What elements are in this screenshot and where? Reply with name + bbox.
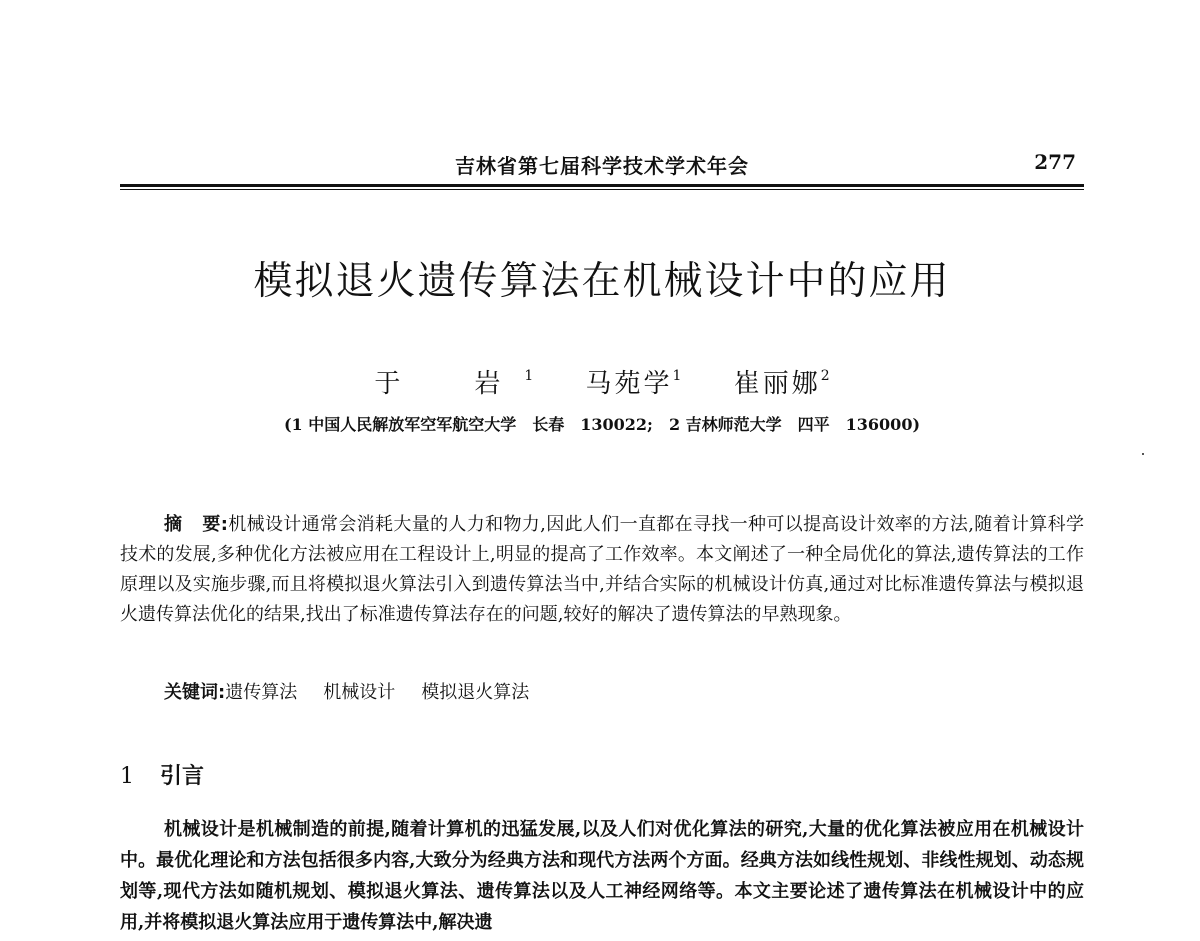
section-title: 引言 xyxy=(160,764,205,789)
abstract-label-rest: 要: xyxy=(202,514,228,535)
author-list xyxy=(120,358,1084,402)
keywords-label: 关键词: xyxy=(164,682,226,703)
affiliation-line xyxy=(120,412,1084,435)
author-affiliation-mark: 1 xyxy=(672,368,682,384)
header-rule-thick xyxy=(120,184,1084,187)
abstract-text: 机械设计通常会消耗大量的人力和物力,因此人们一直都在寻找一种可以提高设计效率的方法,随着计算科学技术的发展,多种优化方法被应用在工程设计上,明显的提高了工作效率。本文阐述了一种全局优化的算法,遗传算法的工作原理以及实施步骤,而且将模拟退火算法引入到遗传算法当中,并结合实际的机械设计仿真,通过对比标准遗传算法与模拟退火遗传算法优化的结果,找出了标准遗传算法存在的问题,较好的解决了遗传算法的早熟现象。 xyxy=(120,514,1084,625)
author-affiliation-mark: 2 xyxy=(820,368,830,384)
author xyxy=(586,358,682,402)
section-heading xyxy=(120,762,204,792)
author-name: 崔丽娜 xyxy=(733,369,821,399)
keyword: 遗传算法 xyxy=(225,682,298,703)
abstract-label-first: 摘 xyxy=(164,514,203,535)
author-affiliation-mark: 1 xyxy=(524,368,534,384)
author-name: 于 岩 xyxy=(374,369,525,399)
section-number: 1 xyxy=(120,764,134,789)
running-title: 吉林省第七届科学技术学术年会 xyxy=(455,154,749,178)
page-number: 277 xyxy=(1034,150,1076,174)
keyword: 模拟退火算法 xyxy=(421,682,530,703)
author-name: 马苑学 xyxy=(585,369,673,399)
keyword: 机械设计 xyxy=(323,682,396,703)
paper-title: 模拟退火遗传算法在机械设计中的应用 xyxy=(253,259,951,304)
abstract xyxy=(120,510,1084,630)
running-header xyxy=(120,150,1084,184)
affiliation-text: (1 中国人民解放军空军航空大学 长春 130022; 2 吉林师范大学 四平 136000) xyxy=(283,415,921,434)
author xyxy=(374,358,533,402)
section-body xyxy=(120,814,1084,938)
header-rule-thin xyxy=(120,189,1084,190)
scan-speck xyxy=(1142,453,1144,455)
author xyxy=(734,358,830,402)
keywords xyxy=(120,678,1084,708)
abstract-paragraph xyxy=(120,510,1084,630)
body-paragraph: 机械设计是机械制造的前提,随着计算机的迅猛发展,以及人们对优化算法的研究,大量的优化算法被应用在机械设计中。最优化理论和方法包括很多内容,大致分为经典方法和现代方法两个方面。经典方法如线性规划、非线性规划、动态规划等,现代方法如随机规划、模拟退火算法、遗传算法以及人工神经网络等。本文主要论述了遗传算法在机械设计中的应用,并将模拟退火算法应用于遗传算法中,解决遗 xyxy=(120,819,1084,933)
